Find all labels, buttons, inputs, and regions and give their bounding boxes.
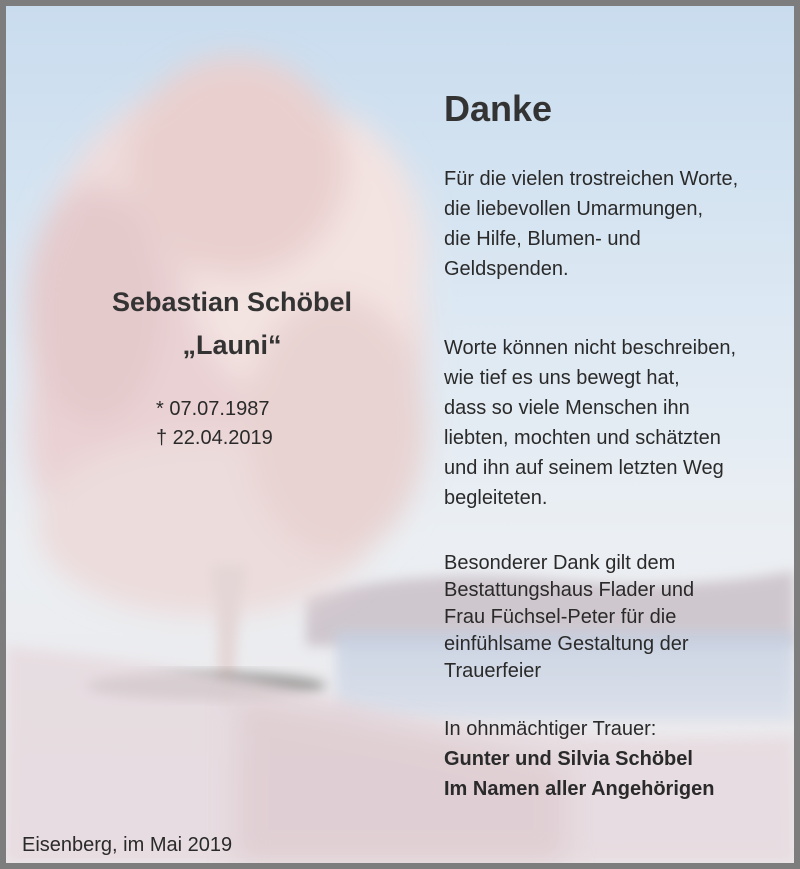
paragraph-line: Bestattungshaus Flader und: [444, 579, 695, 601]
closing-intro: In ohnmächtiger Trauer:: [444, 718, 657, 740]
paragraph-line: Frau Füchsel-Peter für die: [444, 606, 677, 628]
family-signoff: Im Namen aller Angehörigen: [444, 778, 715, 800]
paragraph-line: einfühlsame Gestaltung der: [444, 633, 689, 655]
paragraph-line: und ihn auf seinem letzten Weg: [444, 457, 724, 479]
mourner-names: Gunter und Silvia Schöbel: [444, 748, 693, 770]
birth-date: * 07.07.1987: [156, 398, 270, 420]
paragraph-line: liebten, mochten und schätzten: [444, 427, 721, 449]
paragraph-line: Besonderer Dank gilt dem: [444, 552, 676, 574]
thanks-paragraph-1: [444, 164, 738, 284]
paragraph-line: die liebevollen Umarmungen,: [444, 198, 704, 220]
thanks-paragraph-3: [444, 550, 694, 685]
paragraph-line: dass so viele Menschen ihn: [444, 397, 690, 419]
place-and-date: Eisenberg, im Mai 2019: [22, 834, 233, 856]
paragraph-line: die Hilfe, Blumen- und: [444, 228, 641, 250]
paragraph-line: Geldspenden.: [444, 258, 569, 280]
paragraph-line: begleiteten.: [444, 487, 548, 509]
paragraph-line: Trauerfeier: [444, 660, 542, 682]
closing-block: [444, 714, 714, 804]
death-date: † 22.04.2019: [156, 427, 273, 449]
deceased-nickname: „Launi“: [182, 330, 282, 360]
paragraph-line: Für die vielen trostreichen Worte,: [444, 168, 739, 190]
thank-you-heading: Danke: [444, 88, 553, 129]
deceased-name: Sebastian Schöbel: [111, 287, 353, 317]
paragraph-line: wie tief es uns bewegt hat,: [444, 367, 680, 389]
paragraph-line: Worte können nicht beschreiben,: [444, 337, 737, 359]
thanks-paragraph-2: [444, 333, 736, 513]
